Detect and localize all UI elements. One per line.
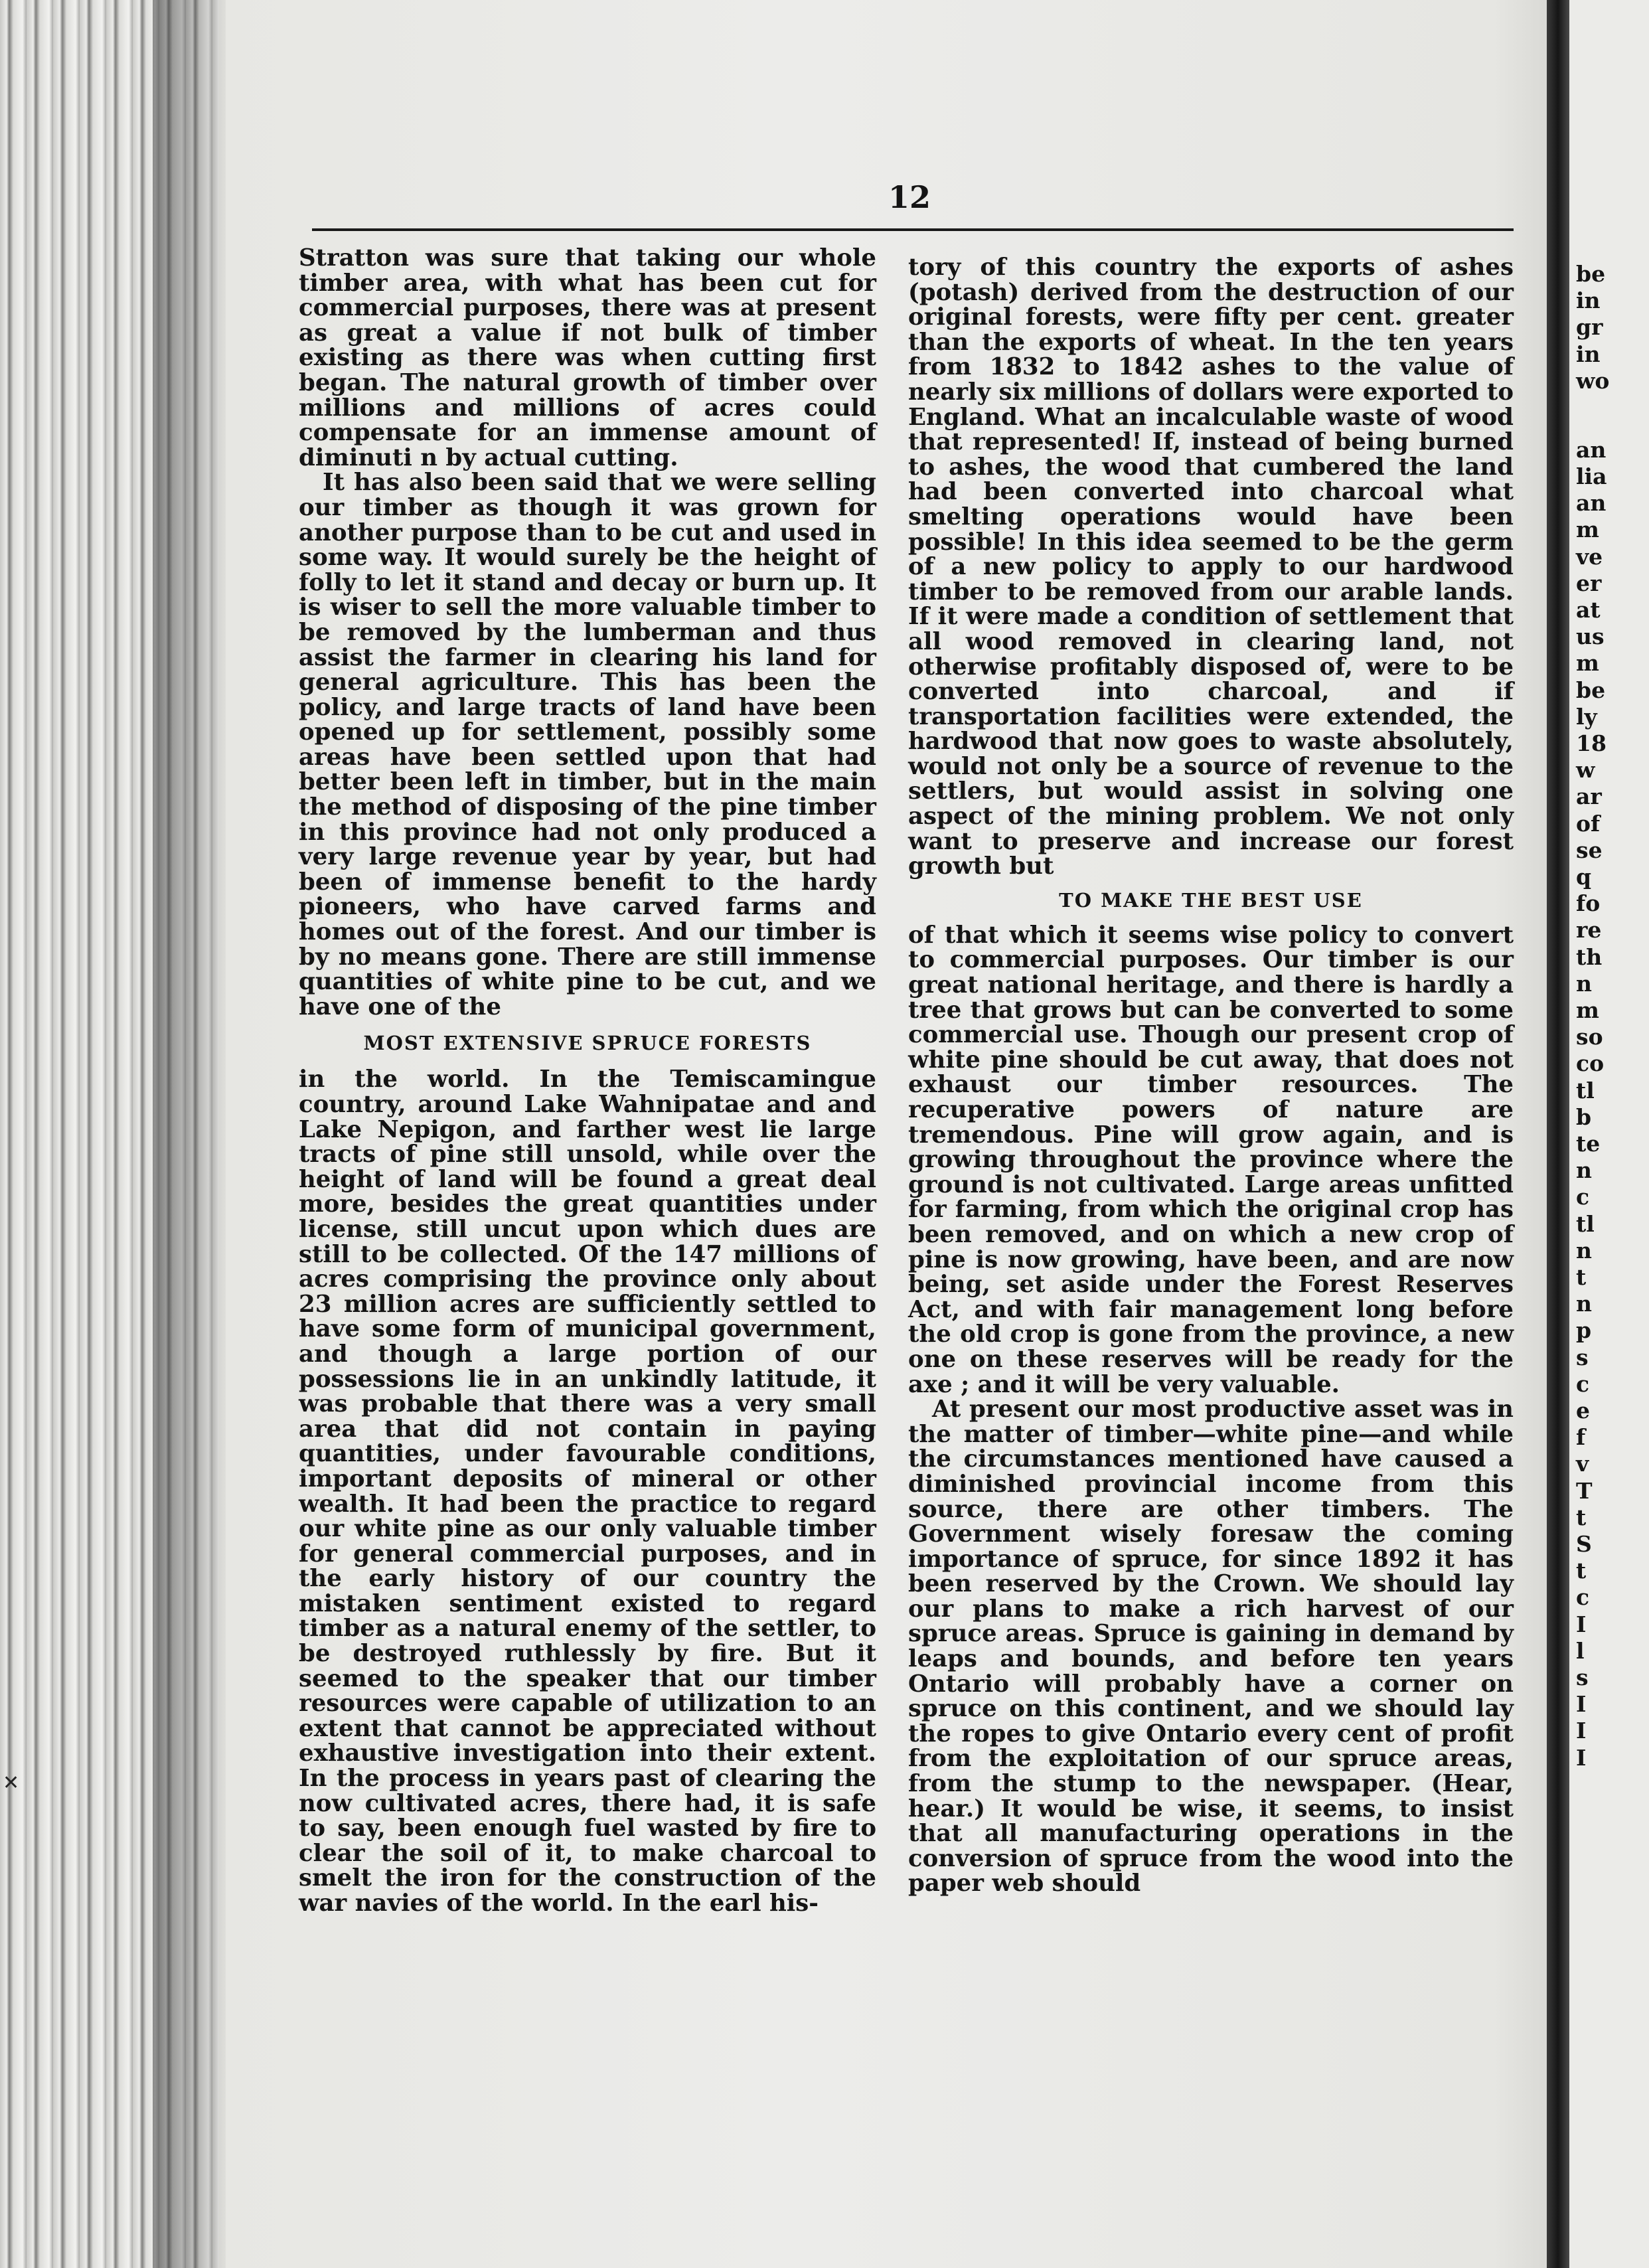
next-page-text-fragment: T — [1576, 1477, 1593, 1504]
next-page-text-fragment: tl — [1576, 1210, 1595, 1237]
next-page-text-fragment: s — [1576, 1344, 1589, 1370]
next-page-text-fragment: fo — [1576, 890, 1601, 917]
next-page-text-fragment: c — [1576, 1184, 1590, 1210]
left-column — [299, 246, 876, 1916]
right-column — [908, 255, 1514, 1896]
next-page-text-fragment: tl — [1576, 1077, 1595, 1103]
next-page-text-fragment: te — [1576, 1131, 1601, 1157]
next-page-text-fragment: t — [1576, 1264, 1587, 1290]
next-page-text-fragment: lia — [1576, 463, 1607, 489]
next-page-text-fragment: us — [1576, 623, 1605, 650]
section-heading-best-use: TO MAKE THE BEST USE — [1059, 888, 1363, 912]
left-paragraph-1: Stratton was sure that taking our whole timber area, with what has been cut for commercial purposes, there was at present as great a value if not bulk of timber existing as there was when cutting first began. The natural growth of timber over millions and millions of acres could compensate for an immense amount of diminuti n by actual cutting. — [299, 244, 876, 471]
next-page-text-fragment: c — [1576, 1584, 1590, 1611]
next-page-text-fragment: I — [1576, 1691, 1587, 1718]
next-page-text-fragment: S — [1576, 1531, 1592, 1557]
next-page-text-fragment: s — [1576, 1664, 1589, 1690]
next-page-text-fragment: m — [1576, 997, 1599, 1023]
next-page-text-fragment: f — [1576, 1424, 1586, 1451]
next-page-text-fragment: an — [1576, 490, 1607, 517]
next-page-text-fragment: th — [1576, 943, 1603, 970]
next-page-text-fragment: n — [1576, 1237, 1592, 1263]
next-page-text-fragment: I — [1576, 1718, 1587, 1744]
next-page-text-fragment: be — [1576, 677, 1606, 703]
next-page-text-fragment: n — [1576, 970, 1592, 997]
binding-shadow — [153, 0, 226, 2268]
next-page-text-fragment: m — [1576, 650, 1599, 677]
next-page-text-fragment: t — [1576, 1504, 1587, 1530]
next-page-text-fragment: so — [1576, 1024, 1603, 1050]
next-page-text-fragment: gr — [1576, 314, 1603, 341]
next-page-text-fragment: e — [1576, 1398, 1590, 1423]
next-page-text-fragment: m — [1576, 517, 1599, 543]
next-page-text-fragment: co — [1576, 1050, 1605, 1077]
next-page-text-fragment: c — [1576, 1370, 1590, 1397]
next-page-text-fragment: er — [1576, 570, 1602, 596]
next-page-text-fragment: I — [1576, 1744, 1587, 1771]
section-heading-spruce-forests: MOST EXTENSIVE SPRUCE FORESTS — [363, 1032, 812, 1055]
next-page-text-fragment: an — [1576, 436, 1607, 463]
page-gutter — [1547, 0, 1569, 2268]
next-page-text-fragment: re — [1576, 917, 1602, 943]
right-paragraph-3: At present our most productive asset was in the matter of timber—white pine—and while the circumstances mentioned have caused a diminished provincial income from this source, there are other timbers. The Government wisely foresaw the coming importance of spruce, for since 1892 it has been reserved by the Crown. We should lay our plans to make a rich harvest of our spruce areas. Spruce is gaining in demand by leaps and bounds, and before ten years Ontario will probably have a corner on spruce on this continent, and we should lay the ropes to give Ontario every cent of profit from the exploitation of our spruce areas, from the stump to the newspaper. (Hear, hear.) It would be wise, it seems, to insist that all manufacturing operations in the conversion of spruce from the wood into the paper web should — [908, 1396, 1514, 1898]
next-page-text-fragment: n — [1576, 1157, 1592, 1184]
next-page-text-fragment: I — [1576, 1611, 1587, 1637]
next-page-text-fragment: b — [1576, 1103, 1592, 1130]
next-page-text-fragment: ve — [1576, 543, 1603, 570]
next-page-text-fragment: w — [1576, 757, 1595, 783]
next-page-text-fragment: in — [1576, 287, 1601, 314]
next-page-text-fragment: at — [1576, 597, 1601, 623]
next-page-text-fragment: of — [1576, 810, 1601, 837]
right-paragraph-1: tory of this country the exports of ashes (potash) derived from the destruction of our original forests, were fifty per cent. greater than the exports of wheat. In the ten years from 1832 to 1842 ashes to the value of nearly six millions of dollars were exported to England. What an incalculable waste of wood that represented! If, instead of being burned to ashes, the wood that cumbered the land had been converted into charcoal what smelting operations would have been possible! In this idea seemed to be the germ of a new policy to apply to our hardwood timber to be removed from our arable lands. If it were made a condition of settlement that all wood removed in clearing land, not otherwise profitably disposed of, were to be converted into charcoal, and if transportation facilities were extended, the hardwood that now goes to waste absolutely, would not only be a source of revenue to the settlers, but would assist in solving one aspect of the mining problem. We not only want to preserve and increase our forest growth but — [908, 254, 1514, 880]
margin-speck: ✕ — [3, 1771, 20, 1795]
next-page-text-fragment: wo — [1576, 367, 1610, 394]
left-paragraph-2: It has also been said that we were selling our timber as though it was grown for another purpose than to be cut and used in some way. It would surely be the height of folly to let it stand and decay or burn up. It is wiser to sell the more valuable timber to be removed by the lumberman and thus assist the farmer in clearing his land for general agriculture. This has been the policy, and large tracts of land have been opened up for settlement, possibly some areas have been settled upon that had better been left in timber, but in the main the method of disposing of the pine timber in this province had not only produced a very large revenue year by year, but had been of immense benefit to the hardy pioneers, who have carved farms and homes out of the forest. And our timber is by no means gone. There are still immense quantities of white pine to be cut, and we have one of the — [299, 469, 876, 1020]
next-page-text-fragment: n — [1576, 1291, 1592, 1317]
next-page-text-fragment: in — [1576, 341, 1601, 367]
next-page-fragment — [1569, 0, 1649, 2268]
next-page-text-fragment: 18 — [1576, 730, 1607, 756]
next-page-text-fragment: l — [1576, 1637, 1585, 1664]
next-page-text-fragment: v — [1576, 1451, 1589, 1477]
next-page-text-fragment: se — [1576, 837, 1603, 863]
next-page-text-fragment: ar — [1576, 783, 1602, 810]
left-paragraph-3: in the world. In the Temiscamingue country, around Lake Wahnipatae and and Lake Nepigon, and farther west lie large tracts of pine still unsold, while over the height of land will be found a great deal more, besides the great quantities under license, still uncut upon which dues are still to be collected. Of the 147 millions of acres comprising the province only about 23 million acres are sufficiently settled to have some form of municipal government, and though a large portion of our possessions lie in an unkindly latitude, it was probable that there was a very small area that did not contain in paying quantities, under favourable conditions, important deposits of mineral or other wealth. It had been the practice to regard our white pine as our only valuable timber for general commercial purposes, and in the early history of our country the mistaken sentiment existed to regard timber as a natural enemy of the settler, to be destroyed ruthlessly by fire. But it seemed to the speaker that our timber resources were capable of utilization to an extent that cannot be appreciated without exhaustive investigation into their extent. In the process in years past of clearing the now cultivated acres, there had, it is safe to say, been enough fuel wasted by fire to clear the soil of it, to make charcoal to smelt the iron for the construction of the war navies of the world. In the earl his- — [299, 1066, 876, 1917]
next-page-text-fragment: ly — [1576, 703, 1597, 730]
page-number: 12 — [888, 179, 931, 215]
header-rule — [312, 228, 1514, 231]
right-paragraph-2: of that which it seems wise policy to convert to commercial purposes. Our timber is our great national heritage, and there is hardly a tree that grows but can be converted to some commercial use. Though our present crop of white pine should be cut away, that does not exhaust our timber resources. The recuperative powers of nature are tremendous. Pine will grow again, and is growing throughout the province where the ground is not cultivated. Large areas unfitted for farming, from which the original crop has been removed, and on which a new crop of pine is now growing, have been, and are now being, set aside under the Forest Reserves Act, and with fair management long before the old crop is gone from the province, a new one on these reserves will be ready for the axe ; and it will be very valuable. — [908, 921, 1514, 1398]
next-page-text-fragment: t — [1576, 1558, 1587, 1584]
next-page-text-fragment: be — [1576, 261, 1606, 287]
next-page-text-fragment: p — [1576, 1317, 1592, 1344]
next-page-text-fragment: q — [1576, 864, 1592, 890]
